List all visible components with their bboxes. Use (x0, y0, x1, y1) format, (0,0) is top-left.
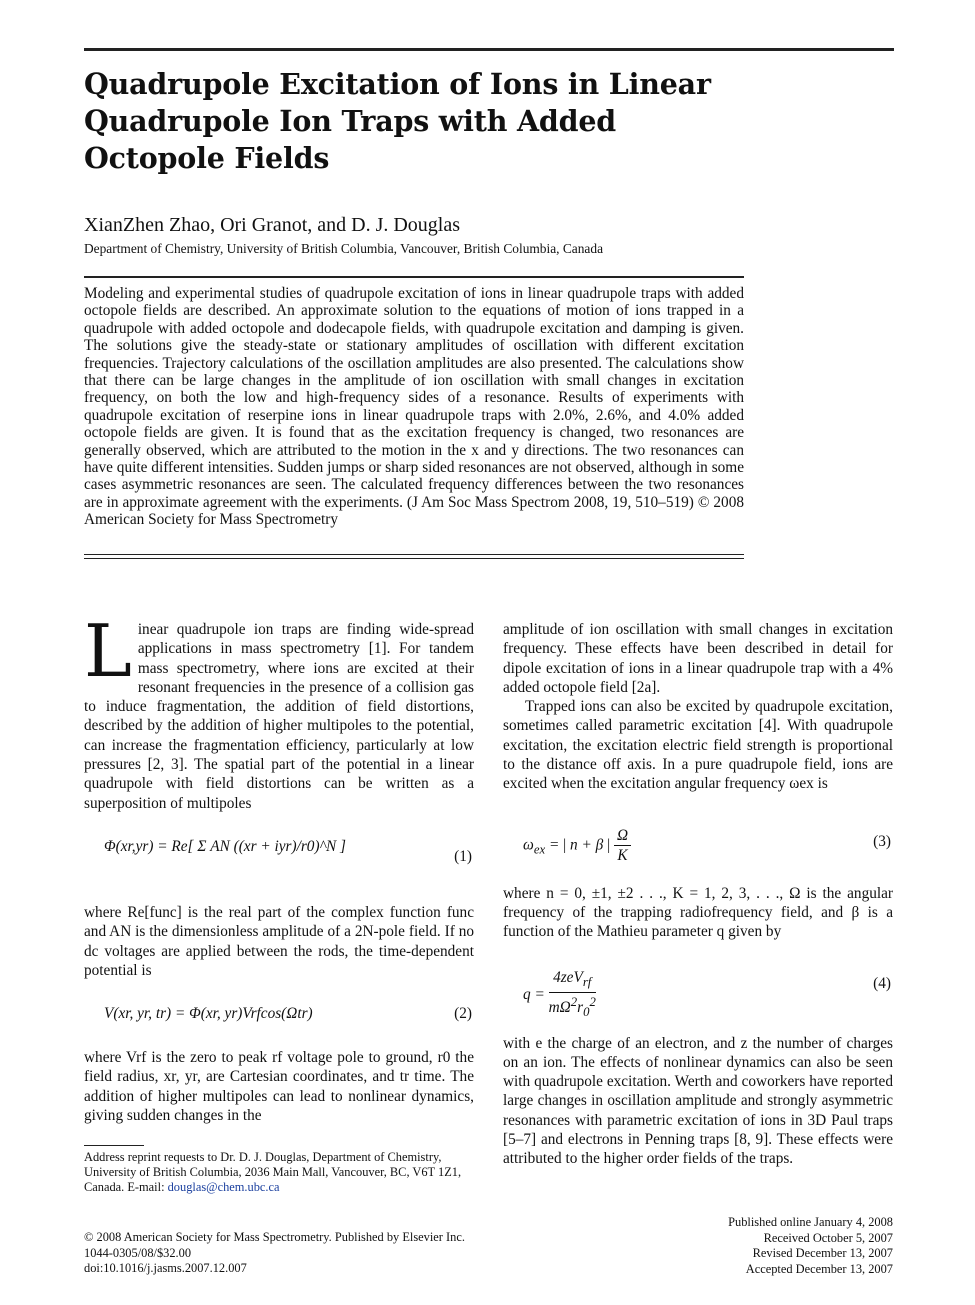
copyright: © 2008 American Society for Mass Spectrometry. Published by Elsevier Inc. (84, 1230, 465, 1244)
equation-2 (84, 996, 474, 1030)
equation-3 (503, 818, 893, 862)
abstract: Modeling and experimental studies of quadrupole excitation of ions in linear quadrupole traps with added octopole fields are described. An approximate solution to the equations of motion of ions trapped in a quadrupole with added octopole and dodecapole fields, with quadrupole excitation and damping is given. The solutions give the steady-state or stationary amplitudes of oscillation with different excitation frequencies. Trajectory calculations of the oscillation amplitudes are also presented. The calculations show that there can be large changes in the amplitude of ion oscillation with small changes in excitation frequency, on both the low and high-frequency sides of a resonance. Results of experiments with quadrupole excitation of reserpine ions in linear quadrupole traps with 2.0%, 2.6%, and 4.0% added octopole fields are given. It is found that as the excitation frequency is changed, two resonances are generally observed, which are attributed to the motion in the x and y directions. The two resonances can have quite different intensities. Sudden jumps or sharp sided resonances are not observed, although in some cases asymmetric resonances are seen. The calculated frequency differences between the two resonances are in approximate agreement with the experiments. (J Am Soc Mass Spectrom 2008, 19, 510–519) © 2008 American Society for Mass Spectrometry (84, 285, 744, 529)
paragraph: amplitude of ion oscillation with small changes in excitation frequency. These effects have been described in detail for dipole excitation of ions in a linear quadrupole trap with a 4% added octopole field [2a]. (503, 621, 893, 696)
equation-3-number: (3) (873, 832, 891, 850)
left-column (84, 609, 474, 1125)
paragraph: with e the charge of an electron, and z the number of charges on an ion. The effects of nonlinear dynamics can also be seen with quadrupole excitation. Werth and coworkers have reported large changes in oscillation amplitude and strongly asymmetric resonances with parametric excitation of ions in 3D Paul traps [5–7] and electrons in Penning traps [8, 9]. These effects were attributed to the higher order fields of the traps. (503, 1034, 893, 1168)
title-line: Quadrupole Excitation of Ions in Linear (84, 67, 711, 101)
right-column (503, 620, 893, 1169)
drop-cap: L (84, 609, 132, 693)
equation-1 (84, 829, 474, 885)
doi: doi:10.1016/j.jasms.2007.12.007 (84, 1261, 247, 1275)
footer-right (728, 1215, 893, 1277)
abstract-bottom-rule (84, 554, 744, 555)
equation-3-body: $\omega_{ex}$ = | n + β | $\frac{\Omega}{K}$ (523, 826, 631, 866)
footer-left (84, 1230, 465, 1277)
equation-1-number: (1) (454, 847, 472, 865)
abstract-bottom-rule-2 (84, 558, 744, 559)
equation-4-number: (4) (873, 974, 891, 992)
paragraph: Trapped ions can also be excited by quadrupole excitation, sometimes called parametric excitation [4]. With quadrupole excitation, the excitation electric field strength is proportional to the distance off axis. In a pure quadrupole field, ions are excited when the excitation angular frequency ωex is (503, 698, 893, 793)
received-date: Received October 5, 2007 (763, 1230, 893, 1245)
equation-2-number: (2) (454, 1005, 472, 1023)
paragraph: where n = 0, ±1, ±2 . . ., K = 1, 2, 3, . . ., Ω is the angular frequency of the trapping radiofrequency field, and β is a function of the Mathieu parameter q given by (503, 884, 893, 941)
issn: 1044-0305/08/$32.00 (84, 1245, 192, 1260)
title-line: Quadrupole Ion Traps with Added (84, 104, 616, 138)
equation-4 (503, 960, 893, 1020)
paragraph: where Re[func] is the real part of the complex function func and AN is the dimensionless amplitude of a 2N-pole field. If no dc voltages are applied between the rods, the time-dependent potential is (84, 903, 474, 979)
fraction: $\frac{\Omega}{K}$ (614, 826, 631, 866)
equation-1-body: Φ(xr,yr) = Re[ Σ AN ((xr + iyr)/r0)^N ] (104, 837, 346, 855)
accepted-date: Accepted December 13, 2007 (745, 1261, 893, 1276)
revised-date: Revised December 13, 2007 (752, 1246, 893, 1260)
footnote-rule (84, 1145, 144, 1146)
paper-title (84, 66, 784, 177)
equation-4-body: q = $\frac{4zeV_{rf}}{m\Omega^2r_0^2}$ (523, 968, 596, 1023)
authors: XianZhen Zhao, Ori Granot, and D. J. Douglas (84, 214, 461, 236)
abstract-top-rule (84, 276, 744, 278)
fraction: $\frac{4zeV_{rf}}{m\Omega^2r_0^2}$ (548, 968, 596, 1020)
title-line: Octopole Fields (84, 141, 330, 175)
published-date: Published online January 4, 2008 (728, 1215, 893, 1229)
intro-paragraph: Linear quadrupole ion traps are finding wide-spread applications in mass spectrometry [1]. For tandem mass spectrometry, where ions are excited at their resonant frequencies in the presence of a collision gas to induce fragmentation, the addition of field distortions, described by the addition of higher multipoles to the potential, can increase the fragmentation efficiency, particularly at low pressures [2, 3]. The spatial part of the potential in a linear quadrupole with field distortions can be written as a superposition of multipoles (84, 609, 474, 812)
footnote: Address reprint requests to Dr. D. J. Douglas, Department of Chemistry, University of British Columbia, 2036 Main Mall, Vancouver, BC, V6T 1Z1, Canada. E-mail: douglas@chem.ubc.ca (84, 1150, 462, 1194)
equation-2-body: V(xr, yr, tr) = Φ(xr, yr)Vrfcos(Ωtr) (104, 1005, 313, 1023)
affiliation: Department of Chemistry, University of British Columbia, Vancouver, British Columbia, Canada (84, 241, 604, 256)
email-link[interactable]: douglas@chem.ubc.ca (167, 1180, 280, 1194)
top-rule (84, 48, 894, 51)
paragraph: where Vrf is the zero to peak rf voltage pole to ground, r0 the field radius, xr, yr, are Cartesian coordinates, and tr time. The addition of higher multipoles can lead to nonlinear dynamics, giving sudden changes in the (84, 1049, 474, 1125)
